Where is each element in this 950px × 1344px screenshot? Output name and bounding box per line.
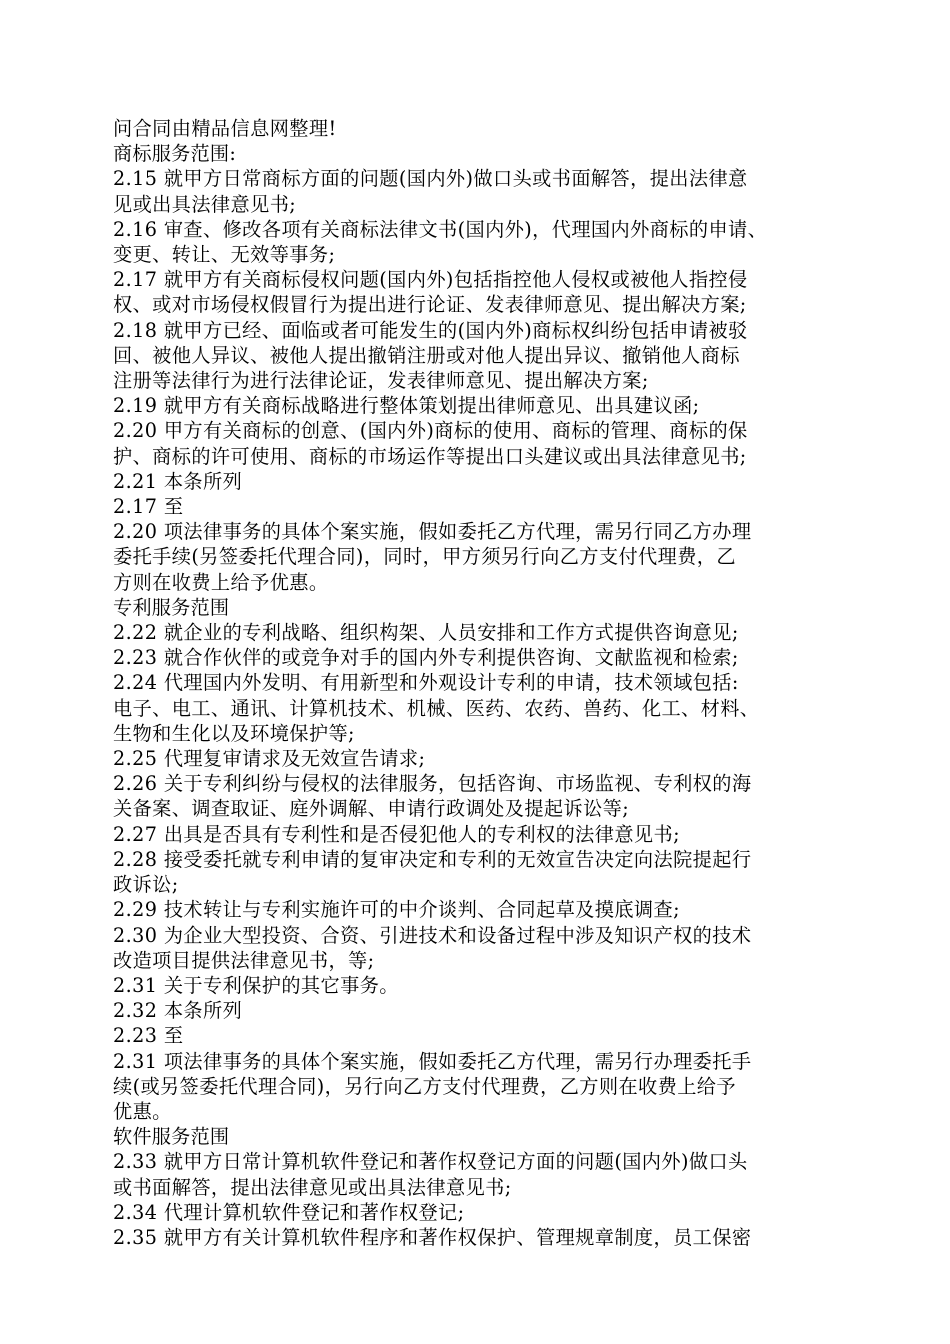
text-line: 2.29 技术转让与专利实施许可的中介谈判、合同起草及摸底调查; bbox=[113, 898, 680, 922]
text-line: 电子、电工、通讯、计算机技术、机械、医药、农药、兽药、化工、材料、 bbox=[113, 696, 760, 720]
text-line: 方则在收费上给予优惠。 bbox=[113, 570, 329, 594]
text-line: 2.28 接受委托就专利申请的复审决定和专利的无效宣告决定向法院提起行 bbox=[113, 847, 752, 871]
document-body bbox=[113, 116, 848, 1250]
section-heading-trademark: 商标服务范围: bbox=[113, 142, 236, 166]
text-line: 2.25 代理复审请求及无效宣告请求; bbox=[113, 747, 426, 771]
text-line: 2.24 代理国内外发明、有用新型和外观设计专利的申请，技术领域包括: bbox=[113, 671, 739, 695]
text-line: 2.35 就甲方有关计算机软件程序和著作权保护、管理规章制度，员工保密 bbox=[113, 1225, 752, 1249]
text-line: 2.17 至 bbox=[113, 495, 184, 519]
text-line: 2.16 审查、修改各项有关商标法律文书(国内外)，代理国内外商标的申请、 bbox=[113, 217, 768, 241]
text-line: 回、被他人异议、被他人提出撤销注册或对他人提出异议、撤销他人商标 bbox=[113, 343, 740, 367]
text-line: 2.20 甲方有关商标的创意、(国内外)商标的使用、商标的管理、商标的保 bbox=[113, 419, 748, 443]
text-line: 注册等法律行为进行法律论证，发表律师意见、提出解决方案; bbox=[113, 369, 649, 393]
text-line: 改造项目提供法律意见书，等; bbox=[113, 948, 375, 972]
text-line: 变更、转让、无效等事务; bbox=[113, 243, 336, 267]
text-line: 2.18 就甲方已经、面临或者可能发生的(国内外)商标权纠纷包括申请被驳 bbox=[113, 318, 748, 342]
text-line: 关备案、调查取证、庭外调解、申请行政调处及提起诉讼等; bbox=[113, 797, 630, 821]
text-line: 生物和生化以及环境保护等; bbox=[113, 721, 355, 745]
text-line: 2.20 项法律事务的具体个案实施，假如委托乙方代理，需另行同乙方办理 bbox=[113, 520, 752, 544]
text-line: 2.17 就甲方有关商标侵权问题(国内外)包括指控他人侵权或被他人指控侵 bbox=[113, 268, 748, 292]
section-heading-patent: 专利服务范围 bbox=[113, 595, 230, 619]
section-heading-software: 软件服务范围 bbox=[113, 1125, 230, 1149]
text-line: 见或出具法律意见书; bbox=[113, 192, 297, 216]
text-line: 委托手续(另签委托代理合同)，同时，甲方须另行向乙方支付代理费，乙 bbox=[113, 545, 736, 569]
text-line: 2.31 关于专利保护的其它事务。 bbox=[113, 973, 399, 997]
text-line: 2.23 至 bbox=[113, 1024, 184, 1048]
text-line: 续(或另签委托代理合同)，另行向乙方支付代理费，乙方则在收费上给予 bbox=[113, 1074, 736, 1098]
text-line: 权、或对市场侵权假冒行为提出进行论证、发表律师意见、提出解决方案; bbox=[113, 293, 747, 317]
intro-line: 问合同由精品信息网整理! bbox=[113, 117, 337, 140]
text-line: 2.19 就甲方有关商标战略进行整体策划提出律师意见、出具建议函; bbox=[113, 394, 700, 418]
text-line: 2.34 代理计算机软件登记和著作权登记; bbox=[113, 1200, 465, 1224]
text-line: 优惠。 bbox=[113, 1099, 172, 1123]
text-line: 政诉讼; bbox=[113, 873, 179, 897]
text-line: 2.30 为企业大型投资、合资、引进技术和设备过程中涉及知识产权的技术 bbox=[113, 923, 752, 947]
text-line: 2.33 就甲方日常计算机软件登记和著作权登记方面的问题(国内外)做口头 bbox=[113, 1150, 748, 1174]
text-line: 或书面解答，提出法律意见或出具法律意见书; bbox=[113, 1175, 512, 1199]
text-line: 2.27 出具是否具有专利性和是否侵犯他人的专利权的法律意见书; bbox=[113, 822, 680, 846]
text-line: 2.26 关于专利纠纷与侵权的法律服务，包括咨询、市场监视、专利权的海 bbox=[113, 772, 752, 796]
text-line: 2.23 就合作伙伴的或竞争对手的国内外专利提供咨询、文献监视和检索; bbox=[113, 646, 739, 670]
text-line: 2.21 本条所列 bbox=[113, 469, 243, 493]
text-line: 2.31 项法律事务的具体个案实施，假如委托乙方代理，需另行办理委托手 bbox=[113, 1049, 752, 1073]
text-line: 护、商标的许可使用、商标的市场运作等提出口头建议或出具法律意见书; bbox=[113, 444, 747, 468]
text-line: 2.15 就甲方日常商标方面的问题(国内外)做口头或书面解答，提出法律意 bbox=[113, 167, 748, 191]
text-line: 2.32 本条所列 bbox=[113, 999, 243, 1023]
text-line: 2.22 就企业的专利战略、组织构架、人员安排和工作方式提供咨询意见; bbox=[113, 621, 739, 645]
